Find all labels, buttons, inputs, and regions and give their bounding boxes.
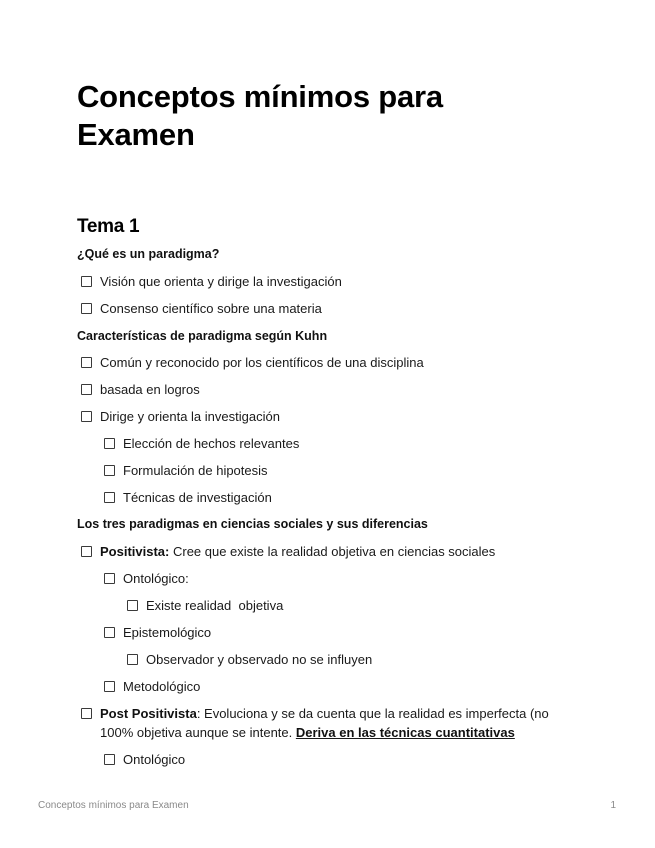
checklist-item-label	[100, 542, 495, 561]
checkbox[interactable]	[81, 708, 92, 719]
checkbox[interactable]	[104, 438, 115, 449]
checkbox[interactable]	[104, 627, 115, 638]
section-heading-tema-1: Tema 1	[77, 216, 140, 237]
checklist-item	[81, 407, 280, 426]
checkbox[interactable]	[104, 465, 115, 476]
checkbox[interactable]	[81, 411, 92, 422]
checklist-item-label: Visión que orienta y dirige la investigación	[100, 274, 342, 289]
checklist-item-positivista	[81, 542, 495, 561]
post-positivista-description: : Evoluciona y se da cuenta que la realidad es imperfecta (no 100% objetiva aunque se intente.	[100, 706, 549, 740]
subheading-caracteristicas-kuhn: Características de paradigma según Kuhn	[77, 329, 328, 343]
checklist-subitem	[104, 434, 299, 453]
checklist-item-label	[100, 704, 551, 742]
checklist-item	[81, 353, 424, 372]
checkbox[interactable]	[104, 492, 115, 503]
checkbox[interactable]	[104, 681, 115, 692]
checklist-subitem	[104, 677, 200, 696]
checkbox[interactable]	[127, 600, 138, 611]
checklist-item-label: Epistemológico	[123, 625, 212, 640]
term-post-positivista: Post Positivista	[100, 706, 197, 721]
checklist-item-label: Existe realidad objetiva	[146, 598, 284, 613]
checkbox[interactable]	[104, 573, 115, 584]
subheading-tres-paradigmas: Los tres paradigmas en ciencias sociales y sus diferencias	[77, 517, 428, 531]
subheading-que-es-paradigma: ¿Qué es un paradigma?	[77, 247, 220, 261]
checkbox[interactable]	[81, 357, 92, 368]
checklist-subsubitem	[127, 596, 283, 615]
term-positivista: Positivista:	[100, 544, 170, 559]
checklist-subitem	[104, 623, 211, 642]
checkbox[interactable]	[127, 654, 138, 665]
checklist-item-label: Elección de hechos relevantes	[123, 436, 300, 451]
checkbox[interactable]	[81, 303, 92, 314]
checklist-item-label: Ontológico:	[123, 571, 189, 586]
checklist-item-post-positivista	[81, 704, 551, 742]
checklist-item-label: Común y reconocido por los científicos de una disciplina	[100, 355, 424, 370]
checklist-item	[81, 380, 200, 399]
checklist-item-label: basada en logros	[100, 382, 200, 397]
checklist-item-label: Ontológico	[123, 752, 186, 767]
checkbox[interactable]	[81, 546, 92, 557]
checklist-item-label: Consenso científico sobre una materia	[100, 301, 322, 316]
checklist-item	[81, 299, 322, 318]
checkbox[interactable]	[104, 754, 115, 765]
checklist-subsubitem	[127, 650, 372, 669]
checkbox[interactable]	[81, 384, 92, 395]
checklist-item-label: Formulación de hipotesis	[123, 463, 268, 478]
positivista-description: Cree que existe la realidad objetiva en ciencias sociales	[169, 544, 496, 559]
emphasis-tecnicas-cuantitativas: Deriva en las técnicas cuantitativas	[295, 725, 515, 740]
checkbox[interactable]	[81, 276, 92, 287]
checklist-item	[81, 272, 342, 291]
checklist-subitem	[104, 488, 272, 507]
checklist-item-label: Técnicas de investigación	[123, 490, 272, 505]
checklist-item-label: Observador y observado no se influyen	[146, 652, 373, 667]
footer-page-number: 1	[610, 800, 616, 811]
checklist-item-label: Metodológico	[123, 679, 201, 694]
checklist-subitem	[104, 461, 268, 480]
checklist-item-label: Dirige y orienta la investigación	[100, 409, 280, 424]
checklist-subitem	[104, 569, 189, 588]
page-title: Conceptos mínimos para Examen	[77, 79, 443, 152]
checklist-subitem	[104, 750, 185, 769]
footer-document-name: Conceptos mínimos para Examen	[38, 800, 189, 811]
